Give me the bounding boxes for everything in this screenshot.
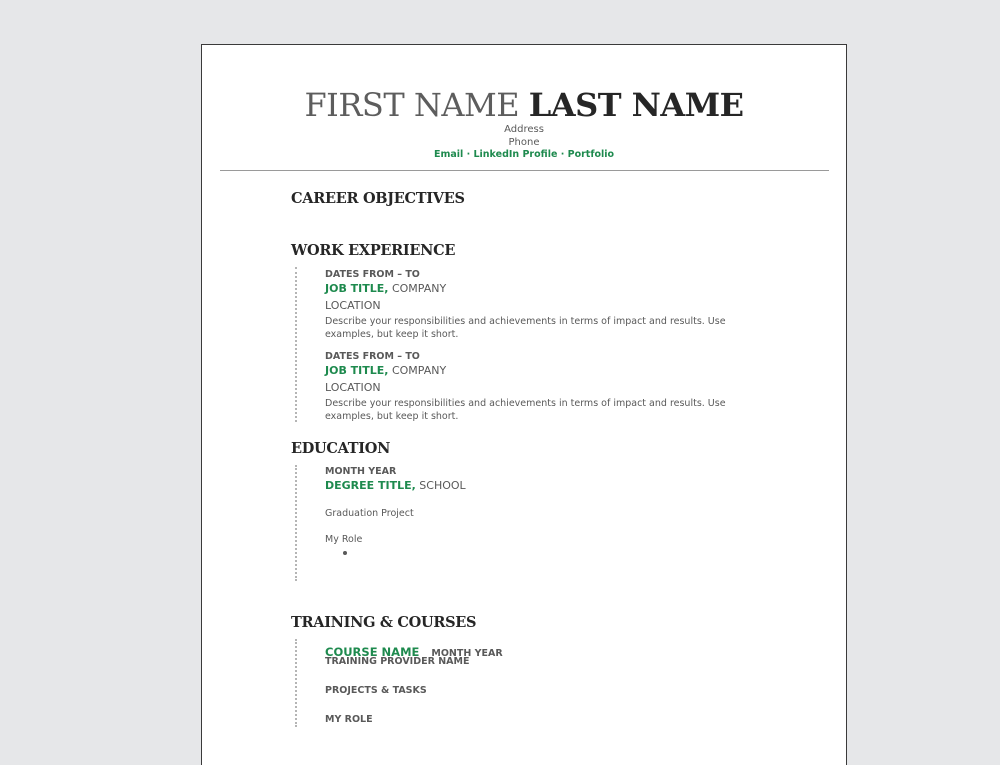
work-timeline-line <box>295 267 297 422</box>
resume-page <box>201 44 847 765</box>
company[interactable]: COMPANY <box>388 282 447 295</box>
job-title[interactable]: JOB TITLE, <box>325 364 389 377</box>
degree-title[interactable]: DEGREE TITLE, <box>325 479 416 492</box>
work-location[interactable]: LOCATION <box>325 381 381 394</box>
full-name[interactable] <box>202 87 846 123</box>
training-heading: TRAINING & COURSES <box>291 614 477 631</box>
career-objectives-heading: CAREER OBJECTIVES <box>291 190 465 207</box>
education-role[interactable]: My Role <box>325 534 363 545</box>
work-experience-heading: WORK EXPERIENCE <box>291 242 456 259</box>
work-description[interactable]: Describe your responsibilities and achievements in terms of impact and results. Use examples, but keep it short. <box>325 398 726 422</box>
projects-tasks[interactable]: PROJECTS & TASKS <box>325 685 427 696</box>
degree-line[interactable] <box>325 479 466 492</box>
header-divider <box>220 170 829 171</box>
job-title[interactable]: JOB TITLE, <box>325 282 389 295</box>
training-provider[interactable]: TRAINING PROVIDER NAME <box>325 656 470 667</box>
school[interactable]: SCHOOL <box>415 479 466 492</box>
work-dates[interactable]: DATES FROM – TO <box>325 269 420 280</box>
first-name[interactable]: FIRST NAME <box>304 86 520 124</box>
education-heading: EDUCATION <box>291 440 391 457</box>
graduation-project[interactable]: Graduation Project <box>325 508 414 519</box>
address[interactable]: Address <box>504 124 544 135</box>
company[interactable]: COMPANY <box>388 364 447 377</box>
job-title-line[interactable] <box>325 364 446 377</box>
bullet-point[interactable] <box>343 551 347 555</box>
contact-links[interactable]: Email · LinkedIn Profile · Portfolio <box>433 149 615 160</box>
training-timeline-line <box>295 639 297 727</box>
education-date[interactable]: MONTH YEAR <box>325 466 397 477</box>
last-name[interactable]: LAST NAME <box>528 86 744 124</box>
work-location[interactable]: LOCATION <box>325 299 381 312</box>
work-dates[interactable]: DATES FROM – TO <box>325 351 420 362</box>
work-description[interactable]: Describe your responsibilities and achievements in terms of impact and results. Use examples, but keep it short. <box>325 316 726 340</box>
phone[interactable]: Phone <box>508 137 540 148</box>
course-date[interactable]: MONTH YEAR <box>431 648 503 659</box>
training-role[interactable]: MY ROLE <box>325 714 373 725</box>
education-timeline-line <box>295 465 297 581</box>
job-title-line[interactable] <box>325 282 446 295</box>
course-name[interactable]: COURSE NAME <box>325 645 420 659</box>
